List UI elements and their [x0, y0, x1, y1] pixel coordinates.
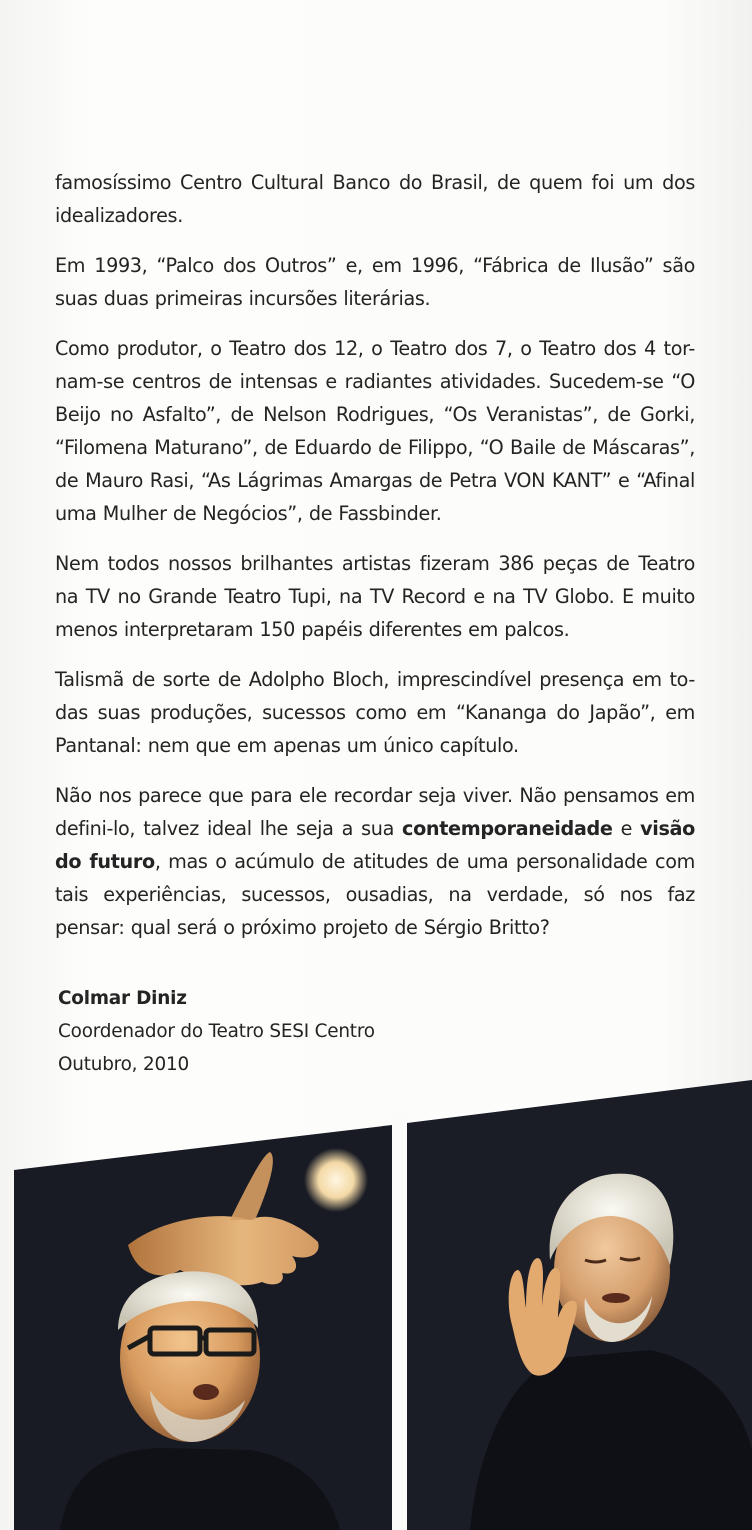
- photo-strip-graphic: [0, 1070, 752, 1530]
- paragraph-tv: [55, 547, 695, 646]
- signature-role: Coordenador do Teatro SESI Centro: [58, 1021, 375, 1042]
- paragraph-text: Como produtor, o Teatro dos 12, o Teatro dos 7, o Teatro dos 4 tor-nam-se centros de intensas e radiantes atividades. Sucedem-se “O Beijo no Asfalto”, de Nelson Rodrigues, “Os Veranistas”, de Gorki, “Filomena Maturano”, de Eduardo de Filippo, “O Baile de Máscaras”, de Mauro Rasi, “As Lágrimas Amargas de Petra VON KANT” e “Afinal uma Mulher de Negócios”, de Fassbinder.: [55, 337, 695, 525]
- paragraph-text: famosíssimo Centro Cultural Banco do Brasil, de quem foi um dos idealizadores.: [55, 171, 695, 227]
- photo-strip: [0, 1070, 752, 1530]
- body-text: [55, 166, 695, 961]
- paragraph-text: e: [612, 817, 641, 840]
- paragraph-closing: [55, 779, 695, 944]
- signature-name: Colmar Diniz: [58, 988, 187, 1009]
- paragraph-text: Nem todos nossos brilhantes artistas fizeram 386 peças de Teatro na TV no Grande Teatro Tupi, na TV Record e na TV Globo. E muito menos interpretaram 150 papéis diferentes em palcos.: [55, 552, 695, 641]
- left-photo: [14, 1125, 392, 1530]
- bold-term-contemporaneity: contemporaneidade: [402, 817, 613, 840]
- signature-date: Outubro, 2010: [58, 1054, 189, 1075]
- paragraph-text: Talismã de sorte de Adolpho Bloch, imprescindível presença em to-das suas produções, sucessos como em “Kananga do Japão”, em Pantanal: nem que em apenas um único capítulo.: [55, 668, 695, 757]
- paragraph-text: Em 1993, “Palco dos Outros” e, em 1996, “Fábrica de Ilusão” são suas duas primeiras incursões literárias.: [55, 254, 695, 310]
- paragraph-text: , mas o acúmulo de atitudes de uma personalidade com tais experiências, sucessos, ousadias, na verdade, só nos faz pensar: qual será o próximo projeto de Sérgio Britto?: [55, 850, 695, 939]
- paragraph-ccbb: [55, 166, 695, 232]
- paragraph-literary: [55, 249, 695, 315]
- bold-term-vision: visão do futuro: [55, 817, 695, 873]
- signature-block: [58, 982, 478, 1081]
- right-photo: [407, 1080, 752, 1530]
- paragraph-talisman: [55, 663, 695, 762]
- paragraph-producer: [55, 332, 695, 530]
- paragraph-text: Não nos parece que para ele recordar seja viver. Não pensamos em defini-lo, talvez ideal lhe seja a sua: [55, 784, 695, 840]
- stage-light: [304, 1148, 368, 1212]
